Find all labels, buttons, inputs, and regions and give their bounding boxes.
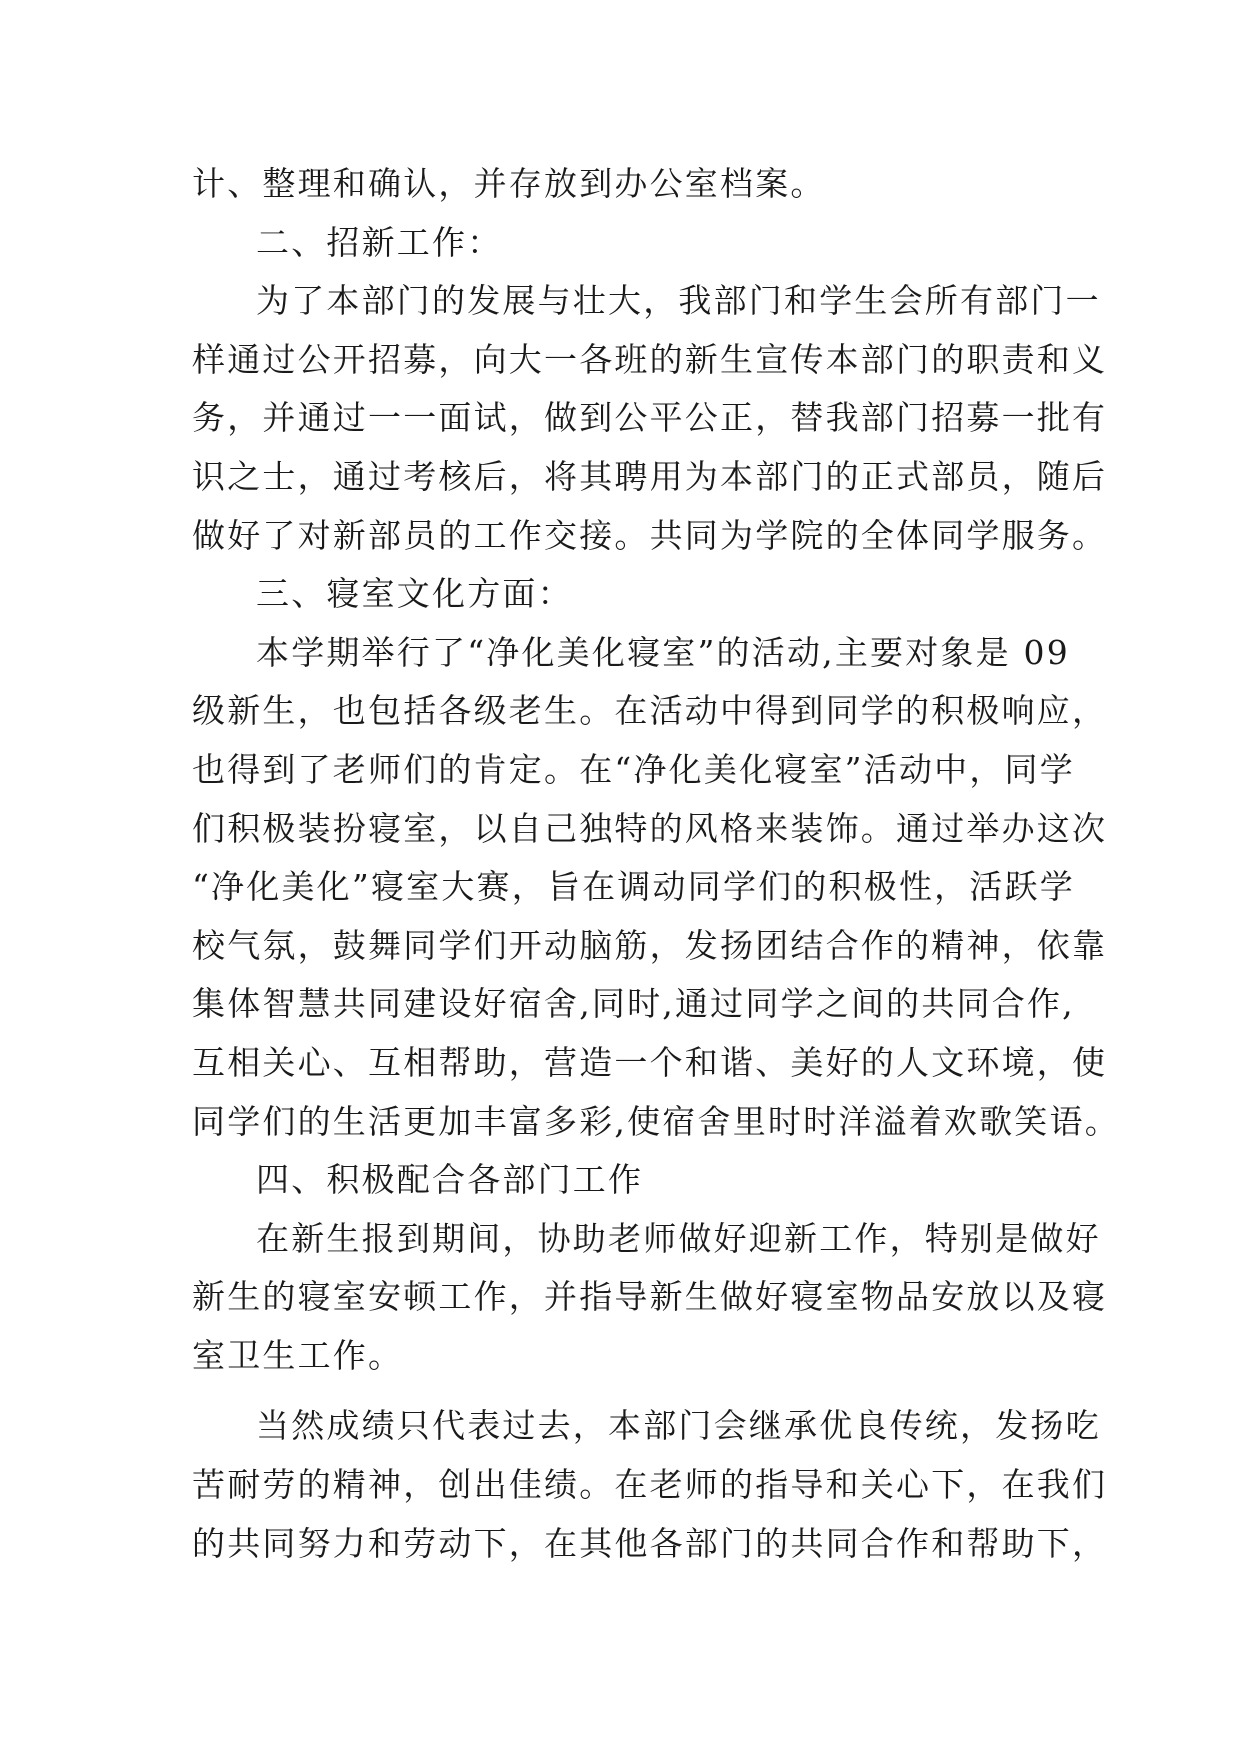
text-line: “净化美化”寝室大赛，旨在调动同学们的积极性，活跃学 bbox=[192, 867, 1075, 907]
text-line: 计、整理和确认，并存放到办公室档案。 bbox=[192, 164, 826, 203]
text-line: 室卫生工作。 bbox=[192, 1335, 404, 1375]
text-line: 二、招新工作： bbox=[256, 222, 503, 262]
text-line: 的共同努力和劳动下，在其他各部门的共同合作和帮助下， bbox=[192, 1523, 1108, 1563]
text-line: 务，并通过一一面试，做到公平公正，替我部门招募一批有 bbox=[192, 398, 1108, 438]
text-line: 做好了对新部员的工作交接。共同为学院的全体同学服务。 bbox=[192, 515, 1108, 555]
text-line: 级新生，也包括各级老生。在活动中得到同学的积极响应， bbox=[192, 691, 1108, 731]
paragraph-gap bbox=[192, 1385, 1072, 1397]
text-line: 们积极装扮寝室，以自己独特的风格来装饰。通过举办这次 bbox=[192, 808, 1108, 848]
text-line: 识之士，通过考核后，将其聘用为本部门的正式部员，随后 bbox=[192, 456, 1108, 496]
text-line: 苦耐劳的精神，创出佳绩。在老师的指导和关心下，在我们 bbox=[192, 1465, 1108, 1505]
text-line: 也得到了老师们的肯定。在“净化美化寝室”活动中，同学 bbox=[192, 749, 1075, 789]
text-line: 当然成绩只代表过去，本部门会继承优良传统，发扬吃 bbox=[256, 1406, 1101, 1446]
document-body bbox=[192, 155, 1120, 1573]
text-line: 集体智慧共同建设好宿舍,同时,通过同学之间的共同合作, bbox=[192, 984, 1075, 1024]
text-line: 样通过公开招募，向大一各班的新生宣传本部门的职责和义 bbox=[192, 339, 1108, 379]
text-line: 互相关心、互相帮助，营造一个和谐、美好的人文环境，使 bbox=[192, 1042, 1108, 1082]
text-line: 为了本部门的发展与壮大，我部门和学生会所有部门一 bbox=[256, 281, 1101, 321]
text-line: 四、积极配合各部门工作 bbox=[256, 1160, 644, 1200]
text-line: 同学们的生活更加丰富多彩,使宿舍里时时洋溢着欢歌笑语。 bbox=[192, 1101, 1120, 1141]
text-line: 校气氛，鼓舞同学们开动脑筋，发扬团结合作的精神，依靠 bbox=[192, 925, 1108, 965]
text-line: 三、寝室文化方面： bbox=[256, 574, 573, 614]
text-line: 在新生报到期间，协助老师做好迎新工作，特别是做好 bbox=[256, 1218, 1101, 1258]
text-line: 新生的寝室安顿工作，并指导新生做好寝室物品安放以及寝 bbox=[192, 1277, 1108, 1317]
text-line: 本学期举行了“净化美化寝室”的活动,主要对象是 09 bbox=[256, 632, 1070, 672]
